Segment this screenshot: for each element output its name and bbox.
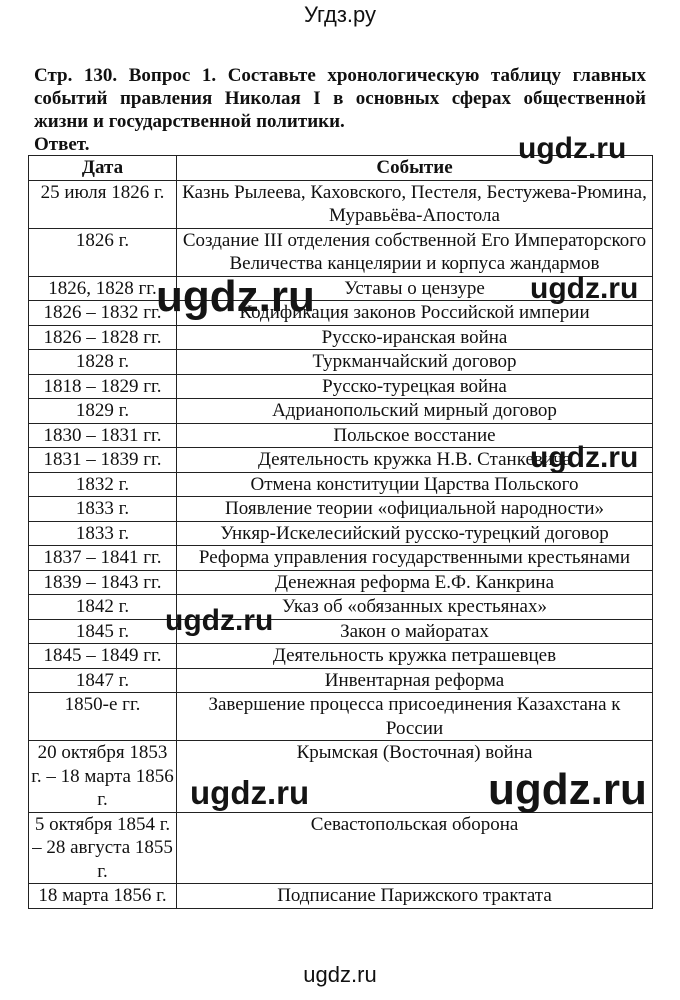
watermark: ugdz.ru: [165, 604, 274, 637]
row-event: Указ об «обязанных крестьянах»: [177, 595, 653, 620]
row-date: 1833 г.: [29, 497, 177, 522]
question-text: [34, 64, 646, 133]
question-line: жизни и государственной политики.: [34, 111, 345, 132]
row-event: Русско-иранская война: [177, 325, 653, 350]
table-row: [29, 546, 653, 571]
site-header: Угдз.ру: [303, 2, 377, 27]
watermark: ugdz.ru: [530, 272, 639, 305]
row-event: Ункяр-Искелесийский русско-турецкий договор: [177, 521, 653, 546]
row-date: 1832 г.: [29, 472, 177, 497]
table-row: [29, 399, 653, 424]
table-row: [29, 521, 653, 546]
site-footer: ugdz.ru: [303, 962, 377, 987]
row-date: 1845 – 1849 гг.: [29, 644, 177, 669]
row-event: Реформа управления государственными крестьянами: [177, 546, 653, 571]
watermark: ugdz.ru: [518, 132, 627, 165]
header-date: Дата: [29, 156, 177, 181]
row-date: 5 октября 1854 г. – 28 августа 1855 г.: [29, 812, 177, 884]
row-date: 1831 – 1839 гг.: [29, 448, 177, 473]
row-date: 1826, 1828 гг.: [29, 276, 177, 301]
row-event: Туркманчайский договор: [177, 350, 653, 375]
table-row: [29, 741, 653, 813]
table-row: [29, 668, 653, 693]
table-row: [29, 301, 653, 326]
row-event: Казнь Рылеева, Каховского, Пестеля, Бестужева-Рюмина, Муравьёва-Апостола: [177, 180, 653, 228]
chronology-table: [28, 155, 653, 909]
table-row: [29, 276, 653, 301]
table-row: [29, 812, 653, 884]
watermark: ugdz.ru: [190, 774, 310, 811]
table-row: [29, 472, 653, 497]
row-event: Закон о майоратах: [177, 619, 653, 644]
row-event: Создание III отделения собственной Его Императорского Величества канцелярии и корпуса жандармов: [177, 228, 653, 276]
watermark: ugdz.ru: [488, 765, 647, 814]
row-date: 25 июля 1826 г.: [29, 180, 177, 228]
row-event: Завершение процесса присоединения Казахстана к России: [177, 693, 653, 741]
table-row: [29, 884, 653, 909]
row-date: 1842 г.: [29, 595, 177, 620]
table-row: [29, 570, 653, 595]
table-row: [29, 180, 653, 228]
row-event: Появление теории «официальной народности»: [177, 497, 653, 522]
row-event: Русско-турецкая война: [177, 374, 653, 399]
table-header-row: [29, 156, 653, 181]
row-date: 1847 г.: [29, 668, 177, 693]
row-date: 1818 – 1829 гг.: [29, 374, 177, 399]
row-date: 1839 – 1843 гг.: [29, 570, 177, 595]
row-event: Польское восстание: [177, 423, 653, 448]
row-date: 1828 г.: [29, 350, 177, 375]
row-date: 1830 – 1831 гг.: [29, 423, 177, 448]
row-date: 1837 – 1841 гг.: [29, 546, 177, 571]
row-event: Уставы о цензуре: [177, 276, 653, 301]
header-event: Событие: [177, 156, 653, 181]
row-event: Инвентарная реформа: [177, 668, 653, 693]
table-row: [29, 619, 653, 644]
row-date: 1826 – 1832 гг.: [29, 301, 177, 326]
table-row: [29, 350, 653, 375]
row-date: 1833 г.: [29, 521, 177, 546]
row-date: 18 марта 1856 г.: [29, 884, 177, 909]
table-row: [29, 374, 653, 399]
question-line: Стр. 130. Вопрос 1. Составьте хронологическую таблицу главных: [34, 65, 646, 86]
row-event: Деятельность кружка петрашевцев: [177, 644, 653, 669]
row-event: Адрианопольский мирный договор: [177, 399, 653, 424]
table-row: [29, 497, 653, 522]
table-row: [29, 448, 653, 473]
row-event: Подписание Парижского трактата: [177, 884, 653, 909]
row-event: Кодификация законов Российской империи: [177, 301, 653, 326]
answer-label: Ответ.: [34, 134, 90, 155]
row-date: 1845 г.: [29, 619, 177, 644]
row-event: Денежная реформа Е.Ф. Канкрина: [177, 570, 653, 595]
row-date: 1850-е гг.: [29, 693, 177, 741]
row-event: Деятельность кружка Н.В. Станкевича: [177, 448, 653, 473]
table-row: [29, 595, 653, 620]
table-row: [29, 423, 653, 448]
watermark: ugdz.ru: [156, 272, 315, 321]
row-event: Отмена конституции Царства Польского: [177, 472, 653, 497]
row-date: 1829 г.: [29, 399, 177, 424]
table-row: [29, 644, 653, 669]
row-date: 1826 г.: [29, 228, 177, 276]
question-line: событий правления Николая I в основных сферах общественной: [34, 88, 646, 109]
table-body: [29, 180, 653, 908]
row-date: 1826 – 1828 гг.: [29, 325, 177, 350]
row-event: Севастопольская оборона: [177, 812, 653, 884]
row-date: 20 октября 1853 г. – 18 марта 1856 г.: [29, 741, 177, 813]
table-row: [29, 228, 653, 276]
table-row: [29, 693, 653, 741]
watermark: ugdz.ru: [530, 441, 639, 474]
table-row: [29, 325, 653, 350]
row-event: Крымская (Восточная) война: [177, 741, 653, 813]
